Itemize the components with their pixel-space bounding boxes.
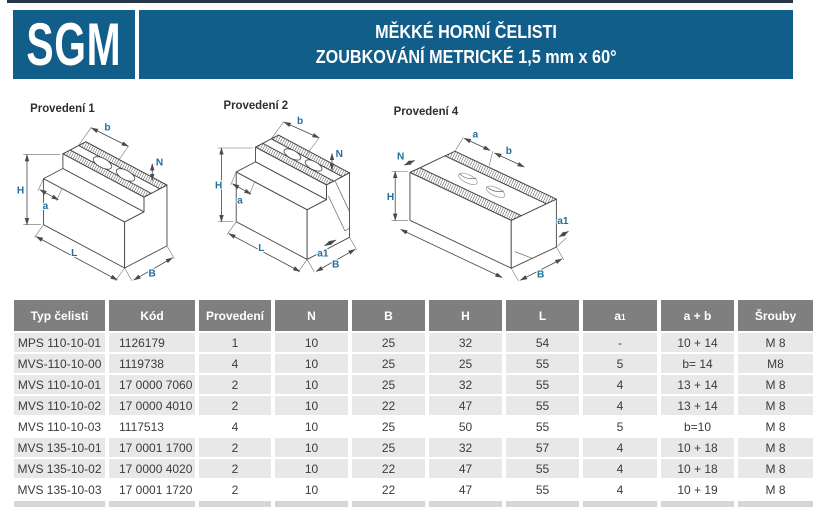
table-cell: 1119738 (109, 354, 195, 373)
title-box (139, 10, 793, 79)
table-cell: 47 (429, 396, 502, 415)
product-code: SGM (26, 11, 122, 78)
technical-drawing-4 (386, 119, 584, 294)
cutoff-next-row-cell (275, 501, 348, 507)
table-cell: M 8 (738, 480, 813, 499)
table-cell: 10 (275, 354, 348, 373)
table-cell: 10 (275, 396, 348, 415)
figure-caption: Provedení 4 (393, 104, 459, 118)
table-cell: 50 (429, 417, 502, 436)
table-cell: 17 0000 4020 (109, 459, 195, 478)
table-cell: M 8 (738, 375, 813, 394)
technical-drawing-2 (214, 113, 380, 288)
table-cell: 47 (429, 480, 502, 499)
technical-drawing-1 (14, 116, 203, 291)
cutoff-next-row-cell (109, 501, 195, 507)
table-cell: 25 (352, 354, 425, 373)
table-cell: 10 (275, 438, 348, 457)
table-cell: 2 (199, 480, 271, 499)
table-cell: 47 (429, 459, 502, 478)
dim-label-a: a (237, 195, 243, 207)
dim-label-N: N (155, 157, 164, 169)
table-cell: 55 (506, 417, 579, 436)
table-cell: 4 (199, 354, 271, 373)
table-cell: 4 (583, 375, 657, 394)
dim-label-L: L (258, 243, 265, 255)
dim-label-b: b (505, 146, 512, 158)
table-cell: 10 (275, 375, 348, 394)
column-header: B (352, 300, 425, 331)
column-header: a 1 (583, 300, 657, 331)
table-cell: 57 (506, 438, 579, 457)
table-cell: 25 (429, 354, 502, 373)
table-cell: 55 (506, 375, 579, 394)
table-cell: 13 + 14 (661, 375, 734, 394)
dim-label-B: B (537, 269, 545, 281)
table-cell: 1117513 (109, 417, 195, 436)
dim-label-B: B (148, 268, 156, 280)
column-header: Kód (109, 300, 195, 331)
table-cell: M 8 (738, 417, 813, 436)
table-cell: 2 (199, 459, 271, 478)
table-cell: MPS 110-10-01 (14, 333, 105, 352)
figure-provedeni-2 (214, 98, 380, 288)
dim-label-a: a (472, 129, 479, 141)
spec-table-section (14, 300, 813, 507)
table-cell: 32 (429, 438, 502, 457)
table-cell: MVS-110-10-00 (14, 354, 105, 373)
table-cell: 25 (352, 438, 425, 457)
table-cell: MVS 110-10-03 (14, 417, 105, 436)
table-cell: 2 (199, 438, 271, 457)
table-cell: 55 (506, 459, 579, 478)
column-header: H (429, 300, 502, 331)
table-cell: 10 (275, 333, 348, 352)
table-cell: 10 + 19 (661, 480, 734, 499)
table-cell: 22 (352, 396, 425, 415)
table-cell: M8 (738, 354, 813, 373)
table-cell: MVS 110-10-01 (14, 375, 105, 394)
dim-label-H: H (215, 180, 223, 192)
table-cell: 4 (199, 417, 271, 436)
table-cell: 10 (275, 480, 348, 499)
dim-label-b: b (104, 122, 111, 134)
table-cell: - (583, 333, 657, 352)
table-cell: M 8 (738, 438, 813, 457)
cutoff-next-row-cell (14, 501, 105, 507)
cutoff-next-row-cell (738, 501, 813, 507)
title-line-1: MĚKKÉ HORNÍ ČELISTI (375, 21, 557, 42)
cutoff-next-row-cell (661, 501, 734, 507)
table-cell: 4 (583, 459, 657, 478)
dim-label-H: H (16, 185, 25, 197)
figure-caption: Provedení 1 (30, 101, 95, 115)
dim-label-H: H (386, 192, 395, 204)
column-header: Šrouby (738, 300, 813, 331)
table-cell: 10 (275, 459, 348, 478)
column-header: L (506, 300, 579, 331)
table-cell: 17 0001 1720 (109, 480, 195, 499)
dim-label-B: B (332, 259, 340, 271)
table-cell: 17 0000 4010 (109, 396, 195, 415)
table-cell: 2 (199, 375, 271, 394)
table-cell: MVS 135-10-01 (14, 438, 105, 457)
table-cell: 13 + 14 (661, 396, 734, 415)
table-cell: 10 + 18 (661, 438, 734, 457)
header-bar (13, 10, 793, 79)
dim-label-a1: a1 (557, 215, 569, 227)
table-cell: 32 (429, 333, 502, 352)
table-cell: 1 (199, 333, 271, 352)
table-cell: 25 (352, 375, 425, 394)
column-header: Typ čelisti (14, 300, 105, 331)
cutoff-next-row-cell (429, 501, 502, 507)
dim-label-L: L (71, 248, 78, 259)
table-cell: 5 (583, 354, 657, 373)
table-cell: M 8 (738, 459, 813, 478)
table-cell: 10 (275, 417, 348, 436)
dim-label-b: b (297, 116, 304, 128)
table-cell: 22 (352, 459, 425, 478)
table-cell: 10 + 18 (661, 459, 734, 478)
cutoff-next-row-cell (352, 501, 425, 507)
figure-provedeni-1 (14, 101, 203, 291)
table-cell: b= 14 (661, 354, 734, 373)
table-cell: 4 (583, 438, 657, 457)
table-cell: 55 (506, 396, 579, 415)
cutoff-next-row-cell (506, 501, 579, 507)
title-line-2: ZOUBKOVÁNÍ METRICKÉ 1,5 mm x 60° (315, 46, 617, 67)
table-cell: 25 (352, 333, 425, 352)
table-cell: 54 (506, 333, 579, 352)
table-cell: 4 (583, 396, 657, 415)
table-cell: M 8 (738, 333, 813, 352)
dim-label-N: N (335, 149, 343, 161)
table-cell: 55 (506, 480, 579, 499)
table-cell: 2 (199, 396, 271, 415)
table-cell: MVS 135-10-03 (14, 480, 105, 499)
dim-label-a: a (42, 201, 49, 213)
table-cell: 32 (429, 375, 502, 394)
top-border-line (7, 0, 793, 3)
table-cell: 22 (352, 480, 425, 499)
product-code-box (13, 10, 135, 79)
table-cell: 55 (506, 354, 579, 373)
figure-caption: Provedení 2 (223, 98, 289, 112)
table-cell: 17 0001 1700 (109, 438, 195, 457)
table-cell: M 8 (738, 396, 813, 415)
column-header: a + b (661, 300, 734, 331)
figure-provedeni-4 (386, 104, 584, 294)
table-cell: 5 (583, 417, 657, 436)
cutoff-next-row-cell (199, 501, 271, 507)
column-header: N (275, 300, 348, 331)
table-cell: MVS 110-10-02 (14, 396, 105, 415)
table-cell: 4 (583, 480, 657, 499)
dim-label-a1: a1 (317, 248, 329, 260)
table-cell: 17 0000 7060 (109, 375, 195, 394)
table-cell: 10 + 14 (661, 333, 734, 352)
spec-table (14, 300, 813, 507)
table-cell: 1126179 (109, 333, 195, 352)
cutoff-next-row-cell (583, 501, 657, 507)
table-cell: MVS 135-10-02 (14, 459, 105, 478)
column-header: Provedení (199, 300, 271, 331)
table-cell: 25 (352, 417, 425, 436)
dim-label-N: N (397, 151, 405, 163)
table-cell: b=10 (661, 417, 734, 436)
